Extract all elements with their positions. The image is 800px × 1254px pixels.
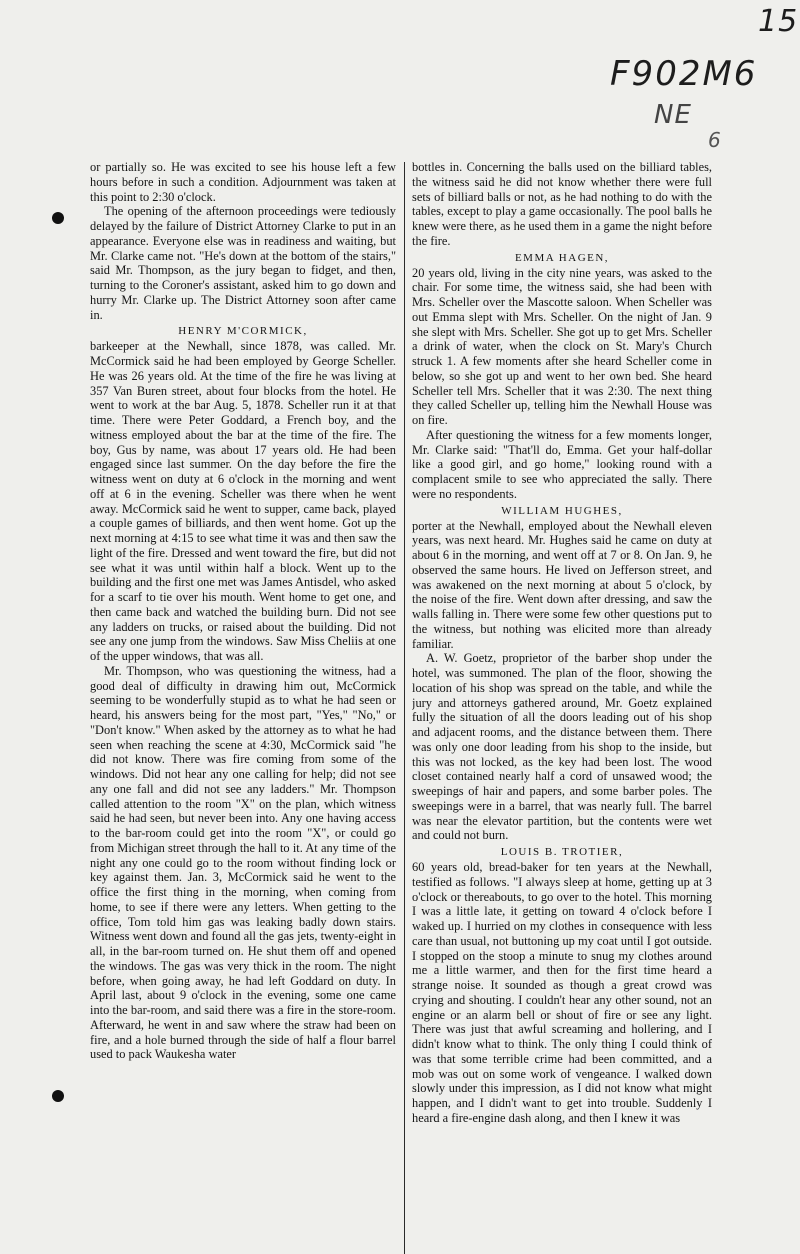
punch-hole-mark (52, 1090, 64, 1102)
paragraph: After questioning the witness for a few moments longer, Mr. Clarke said: "That'll do, Emma. Get your half-dollar like a good girl, and go home," looking round with a complacent smile to see who appreciated the sally. There were no respondents. (412, 427, 712, 501)
column-divider (404, 162, 405, 1254)
witness-heading: HENRY M'CORMICK, (178, 325, 308, 338)
paragraph: A. W. Goetz, proprietor of the barber shop under the hotel, was summoned. The plan of the floor, showing the location of his shop was spread on the table, and while the jury and attorneys gathered around, Mr. Goetz explained fully the situation of all the doors leading out of his shop and adjacent rooms, and the distance between them. There was only one door leading from his shop to the inside, but this was not locked, as the key had been lost. The wood closet contained nearly half a cord of unsawed wood; the sweepings of hair and papers, and some barber poles. The sweepings were in a barrel, that was nearly full. The barrel was near the elevator partition, but the contents were wet and could not burn. (412, 651, 712, 843)
left-column (90, 160, 396, 1250)
paragraph: 20 years old, living in the city nine years, was asked to the chair. For some time, the witness said, she had been with Mrs. Scheller over the Mascotte saloon. When Scheller was out Emma slept with Mrs. Scheller. On the night of Jan. 9 she slept with Mrs. Scheller. She got up to get Mrs. Scheller a drink of water, when the clock on St. Mary's Church struck 1. A few moments after she heard Scheller come in below, so she got up and went to her own bed. She heard Scheller tell Mrs. Scheller that it was 2:30. The next thing they called Scheller up, telling him the Newhall House was on fire. (412, 265, 712, 427)
witness-heading: LOUIS B. TROTIER, (500, 846, 624, 858)
witness-heading: EMMA HAGEN, (514, 251, 610, 264)
paragraph: or partially so. He was excited to see his house left a few hours before in such a condition. Adjournment was taken at this point to 2:30 o'clock. (90, 160, 396, 204)
punch-hole-mark (52, 212, 64, 224)
page-number: 15 (758, 4, 799, 39)
paragraph: barkeeper at the Newhall, since 1878, was called. Mr. McCormick said he had been employed by George Scheller. He was 26 years old. At the time of the fire he was living at 357 Van Buren street, about four blocks from the hotel. He went to work at the bar Aug. 5, 1878. Scheller run it at that time. There were Peter Goddard, a French boy, and the witness employed about the bar at the time of the fire. The boy, Gus by name, was about 17 years old. He had been engaged since last summer. On the day before the fire the witness went on duty at 6 o'clock in the morning and went off at 6 in the evening. Scheller was there when he went away. McCormick said he went to supper, came back, played a couple games of billiards, and then went home. Got up the next morning at 4:15 to see what time it was and then saw the light of the fire. Dressed and went toward the fire, but did not see what it was until within half a block. Went up to the building and the first one met was James Antisdel, who asked for a scarf to tie over his mouth. Went home to get one, and then came back and watched the building burn. Did not see any ladders on trucks, or raised about the building. Did not see any one jump from the windows. Saw Miss Cheliis at one of the upper windows, that was all. (90, 339, 396, 663)
paragraph: porter at the Newhall, employed about the Newhall eleven years, was next heard. Mr. Hughes said he came on duty at about 6 in the morning, and went off at 7 or 8. On Jan. 9, he observed the same hours. He lived on Jefferson street, and was awakened on the next morning at about 5 o'clock, by the noise of the fire. Went down after dressing, and saw the walls falling in. There were some few other questions put to the witness, but nothing was elicited more than already familiar. (412, 518, 712, 651)
witness-heading: WILLIAM HUGHES, (501, 504, 623, 517)
paragraph: Mr. Thompson, who was questioning the witness, had a good deal of difficulty in drawing him out, McCormick seeming to be wonderfully stupid as to what he had seen or heard, his answers being for the most part, "Yes," "No," or "Don't know." When asked by the attorney as to what he had seen when reaching the scene at 4:30, McCormick said "he did not know. There was fire coming from some of the windows. Did not hear any one calling for help; did not see any one fall and did not see any ladders." Mr. Thompson called attention to the room "X" on the plan, which witness said he had seen, but never been into. Any one having access to the bar-room could get into the room "X", or could go from Michigan street through the hall to it. At any time of the night any one could go to the room without finding lock or key against them. Jan. 3, McCormick said he went to the office the first thing in the morning, when coming from home, to see if there were any letters. When getting to the office, Tom told him gas was leaking badly down stairs. Witness went down and found all the gas jets, twenty-eight in all, in the bar-room turned on. He shut them off and opened the windows. The gas was very thick in the room. The night before, when going away, he had left Goddard on duty. In April last, about 9 o'clock in the evening, some one came into the bar-room, and said there was a fire in the store-room. Afterward, he went in and saw where the straw had been on fire, and a hole burned through the side of half a flour barrel used to pack Waukesha water (90, 663, 396, 1062)
paragraph: bottles in. Concerning the balls used on the billiard tables, the witness said he did not know whether there were full sets of billiard balls or not, as he had nothing to do with the tables, except to play a game occasionally. The pool balls he knew were there, as he used them in a game the night before the fire. (412, 160, 712, 248)
file-sub-annotation: NE (654, 100, 692, 130)
paragraph: 60 years old, bread-baker for ten years at the Newhall, testified as follows. "I always sleep at home, getting up at 3 o'clock or thereabouts, to go over to the hotel. This morning I was a little late, it getting on toward 4 o'clock before I waked up. I hurried on my clothes in consequence with less care than usual, not buttoning up my coat until I got outside. I stopped on the stoop a minute to snug my clothes around me a little warmer, and then for the first time heard a strange noise. It sounded as though a great crowd was crying and shouting. I couldn't hear any other sound, not an engine or an alarm bell or shout of fire or see any light. There was just that awful screaming and hollering, and I didn't know what to think. The only thing I could think of was that some terrible crime had been committed, and a mob was out on some work of vengeance. I walked down slowly under this impression, as I did not know what might happen, and I didn't want to get into trouble. Suddenly I heard a fire-engine dash along, and then I knew it was (412, 860, 712, 1125)
paragraph: The opening of the afternoon proceedings were tediously delayed by the failure of District Attorney Clarke to put in an appearance. Everyone else was in readiness and waiting, but Mr. Clarke came not. "He's down at the bottom of the stairs," said Mr. Thompson, as the jury began to fidget, and then, turning to the Coroner's assistant, asked him to go down and hurry Mr. Clarke up. The District Attorney soon after came in. (90, 204, 396, 322)
right-column (412, 160, 712, 1250)
file-sub2-annotation: 6 (708, 128, 722, 152)
file-code-annotation: F902M6 (610, 54, 758, 94)
